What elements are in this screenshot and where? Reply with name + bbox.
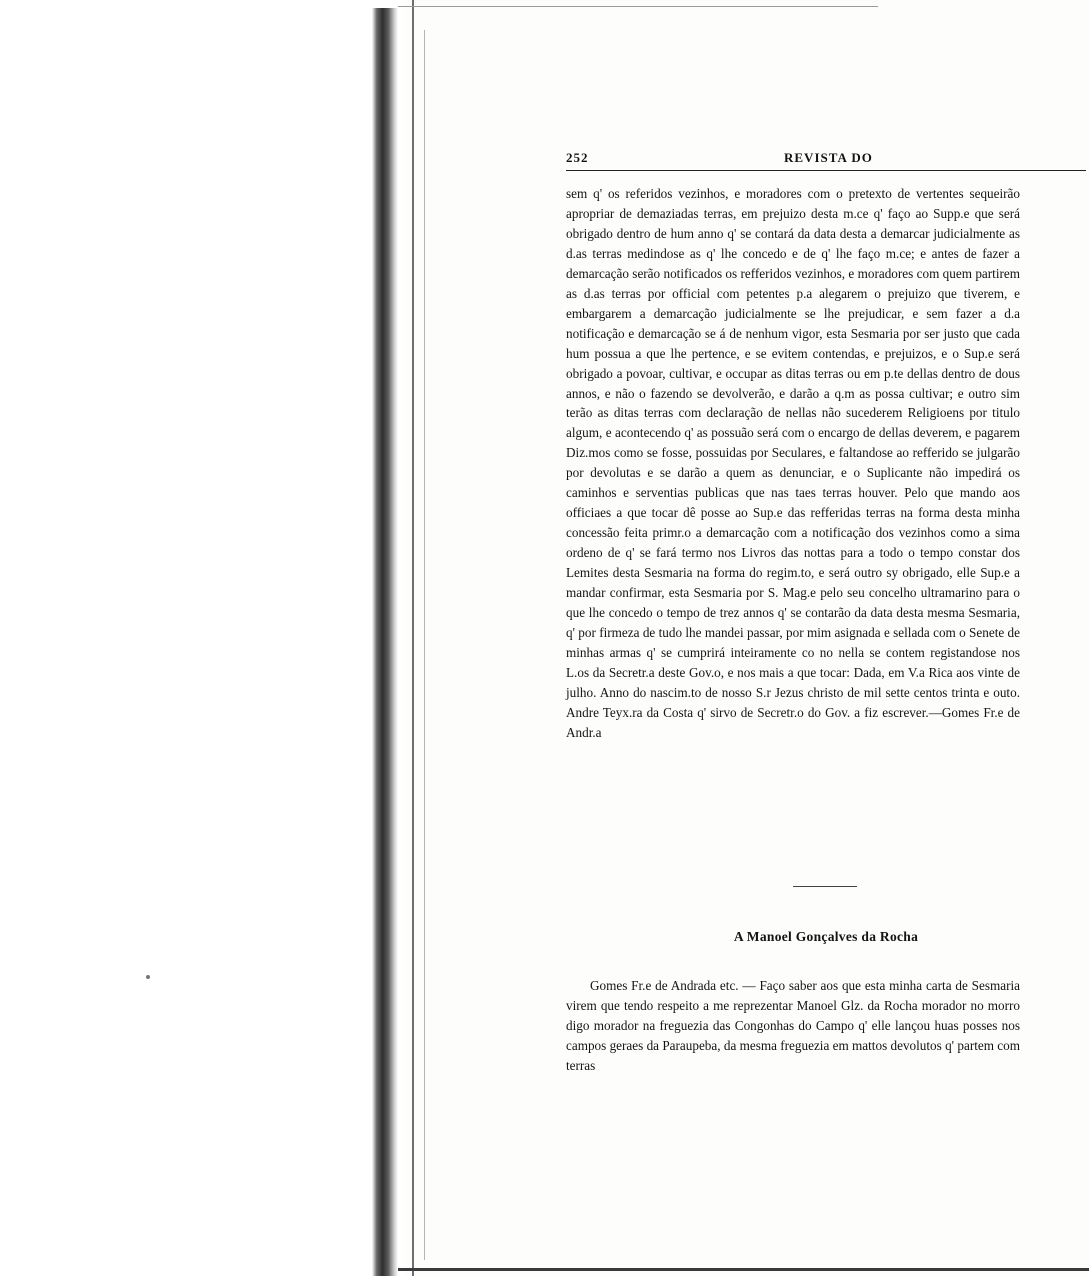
running-head — [566, 150, 1086, 172]
binding-shadow — [372, 8, 398, 1276]
blank-margin — [0, 0, 372, 1276]
header-rule — [566, 170, 1086, 171]
section-title: A Manoel Gonçalves da Rocha — [733, 929, 919, 944]
body-paragraph: sem q' os referidos vezinhos, e moradores com o pretexto de vertentes sequeirão apropriar de demaziadas terras, em prejuizo desta m.ce q' faço ao Supp.e que será obrigado dentro de hum anno q' se contará da data desta a demarcar judicialmente as d.as terras medindose as q' lhe concedo e de q' lhe faço m.ce; e antes de fazer a demarcação serão notificados os refferidos vezinhos, e moradores com quem partirem as d.as terras por official com petentes p.a alegarem o prejuizo que tiverem, e embargarem a demarcação judicialmente se lhe prejudicar, e sem fazer a d.a notificação e demarcação se á de nenhum vigor, esta Sesmaria por ser justo que cada hum possua a que lhe pertence, e se evitem contendas, e prejuizos, e o Sup.e será obrigado a povoar, cultivar, e occupar as ditas terras ou em p.te dellas dentro de dous annos, e não o fazendo se devolverão, e darão a q.m as possa cultivar; e outro sim terão as ditas terras com declaração de nellas não sucederem Religioens por titulo algum, e acontecendo q' as possuão será com o encargo de dellas deverem, e pagarem Diz.mos como se fosse, possuidas por Seculares, e faltandose ao refferido se julgarão por devolutas e se darão a quem as denunciar, e o Suplicante não impedirá os caminhos e serventias publicas que nas taes terras houver. Pelo que mando aos officiaes a que tocar dê posse ao Sup.e das refferidas terras na forma desta minha concessão feita primr.o a demarcação com a notificação dos vezinhos como a sima ordeno de q' se fará termo nos Livros das nottas para a todo o tempo constar dos Lemites desta Sesmaria na forma do regim.to, e será outro sy obrigado, elle Sup.e a mandar confirmar, esta Sesmaria por S. Mag.e pelo seu concelho ultramarino para o que lhe concedo o tempo de trez annos q' se contarão da data desta mesma Sesmaria, q' por firmeza de tudo lhe mandei passar, por mim asignada e sellada com o Senete de minhas armas q' se cumprirá inteiramente co no nella se contem registandose nos L.os da Secretr.a deste Gov.o, e nos mais a que tocar: Dada, em V.a Rica aos vinte de julho. Anno do nascim.to de nosso S.r Jezus christo de mil sette centos trinta e outo. Andre Teyx.ra da Costa q' sirvo de Secretr.o do Gov. a fiz escrever.—Gomes Fr.e de Andr.a — [566, 186, 1020, 740]
top-edge — [398, 6, 878, 7]
page-edge-line — [412, 0, 414, 1276]
page-number: 252 — [566, 150, 589, 165]
scan-speck — [146, 975, 150, 979]
letter-paragraph: Gomes Fr.e de Andrada etc. — Faço saber aos que esta minha carta de Sesmaria virem que tendo respeito a me reprezentar Manoel Glz. da Rocha morador no morro digo morador na freguezia das Congonhas do Campo q' elle lançou huas posses nos campos geraes da Paraupeba, da mesma freguezia em mattos devolutos q' partem com terras — [566, 978, 1020, 1073]
section-divider — [793, 886, 857, 887]
running-title: REVISTA DO — [784, 150, 873, 165]
bottom-edge — [398, 1268, 1089, 1271]
page-edge-line-inner — [424, 30, 425, 1260]
